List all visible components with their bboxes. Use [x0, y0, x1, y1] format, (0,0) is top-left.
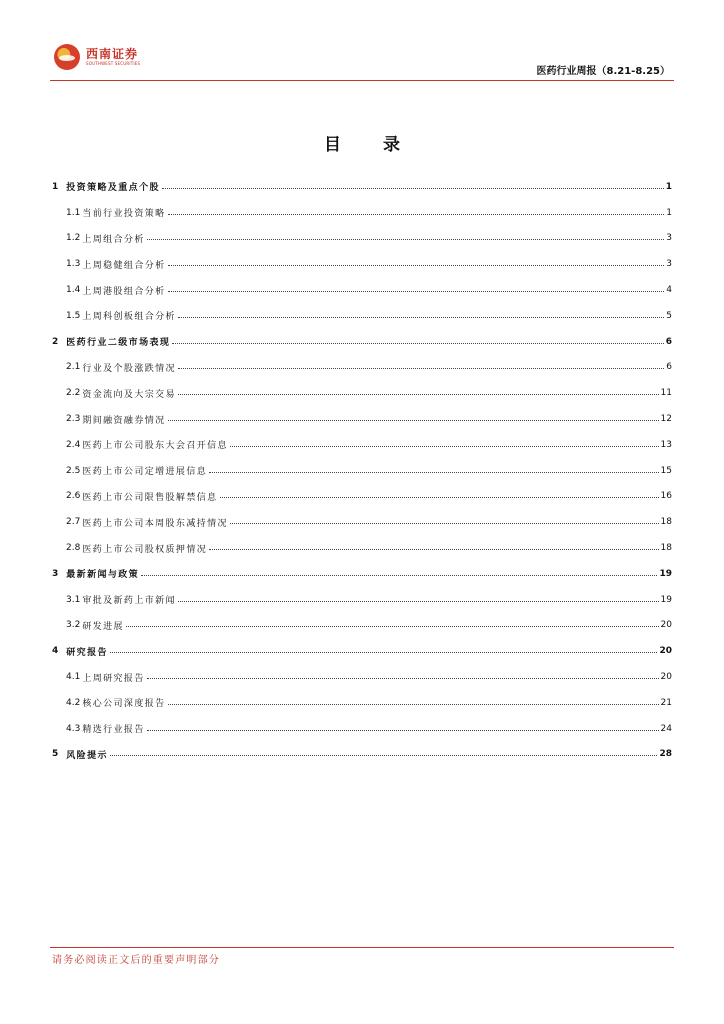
- toc-entry-page: 6: [666, 362, 672, 373]
- toc-subsection-entry[interactable]: [52, 432, 672, 458]
- toc-entry-number: 1.2: [66, 233, 81, 244]
- toc-entry-number: 4: [52, 646, 59, 657]
- toc-entry-number: 2.2: [66, 388, 81, 399]
- toc-subsection-entry[interactable]: [52, 406, 672, 432]
- toc-dot-leader: [147, 678, 659, 679]
- toc-dot-leader: [168, 704, 659, 705]
- toc-dot-leader: [141, 575, 657, 576]
- logo-emblem-icon: [54, 44, 80, 70]
- toc-entry-label: 上周组合分析: [82, 234, 145, 245]
- toc-subsection-entry[interactable]: [52, 509, 672, 535]
- toc-entry-page: 19: [659, 568, 672, 579]
- toc-subsection-entry[interactable]: [52, 690, 672, 716]
- toc-entry-label: 研发进展: [82, 621, 124, 632]
- toc-entry-page: 21: [660, 697, 672, 708]
- toc-subsection-entry[interactable]: [52, 613, 672, 639]
- toc-dot-leader: [168, 265, 665, 266]
- toc-entry-number: 1.1: [66, 207, 81, 218]
- toc-entry-label: 医药上市公司本周股东减持情况: [82, 518, 228, 529]
- toc-entry-page: 3: [666, 233, 672, 244]
- toc-dot-leader: [220, 497, 659, 498]
- company-logo: [54, 44, 140, 70]
- toc-entry-label: 投资策略及重点个股: [66, 183, 160, 194]
- toc-entry-page: 3: [666, 259, 672, 270]
- toc-entry-number: 4.2: [66, 697, 81, 708]
- toc-dot-leader: [230, 523, 659, 524]
- toc-entry-page: 18: [660, 517, 672, 528]
- toc-dot-leader: [147, 730, 659, 731]
- toc-subsection-entry[interactable]: [52, 277, 672, 303]
- table-of-contents: [52, 174, 672, 767]
- toc-entry-number: 2.5: [66, 465, 81, 476]
- toc-entry-number: 5: [52, 749, 59, 760]
- toc-entry-number: 3.2: [66, 620, 81, 631]
- toc-entry-label: 医药上市公司定增进展信息: [82, 467, 208, 478]
- toc-dot-leader: [126, 626, 659, 627]
- toc-section-entry[interactable]: [52, 329, 672, 355]
- toc-section-entry[interactable]: [52, 742, 672, 768]
- toc-section-entry[interactable]: [52, 638, 672, 664]
- toc-entry-number: 4.1: [66, 672, 81, 683]
- report-title: 医药行业周报（8.21-8.25）: [536, 66, 670, 77]
- toc-entry-label: 上周港股组合分析: [82, 286, 166, 297]
- toc-entry-page: 15: [660, 465, 672, 476]
- toc-subsection-entry[interactable]: [52, 716, 672, 742]
- toc-entry-number: 1.4: [66, 285, 81, 296]
- toc-dot-leader: [172, 343, 663, 344]
- toc-subsection-entry[interactable]: [52, 380, 672, 406]
- toc-entry-number: 2.1: [66, 362, 81, 373]
- toc-dot-leader: [178, 317, 664, 318]
- toc-entry-label: 精选行业报告: [82, 725, 145, 736]
- toc-dot-leader: [162, 188, 664, 189]
- toc-subsection-entry[interactable]: [52, 484, 672, 510]
- toc-entry-page: 19: [660, 594, 672, 605]
- toc-subsection-entry[interactable]: [52, 226, 672, 252]
- footer-disclaimer: 请务必阅读正文后的重要声明部分: [52, 955, 220, 966]
- toc-entry-number: 2.6: [66, 491, 81, 502]
- toc-entry-label: 资金流向及大宗交易: [82, 389, 176, 400]
- toc-dot-leader: [147, 239, 665, 240]
- toc-section-entry[interactable]: [52, 174, 672, 200]
- toc-entry-page: 20: [659, 646, 672, 657]
- footer-divider: [50, 947, 674, 948]
- toc-entry-label: 风险提示: [66, 750, 108, 761]
- logo-english-name: SOUTHWEST SECURITIES: [86, 61, 141, 66]
- toc-entry-label: 医药上市公司股东大会召开信息: [82, 441, 228, 452]
- toc-entry-label: 期间融资融券情况: [82, 415, 166, 426]
- toc-dot-leader: [178, 394, 659, 395]
- toc-entry-label: 审批及新药上市新闻: [82, 596, 176, 607]
- toc-dot-leader: [168, 214, 665, 215]
- toc-dot-leader: [110, 755, 658, 756]
- toc-entry-page: 18: [660, 543, 672, 554]
- toc-subsection-entry[interactable]: [52, 535, 672, 561]
- toc-subsection-entry[interactable]: [52, 251, 672, 277]
- toc-entry-page: 1: [665, 181, 672, 192]
- toc-entry-number: 1.5: [66, 310, 81, 321]
- toc-entry-page: 12: [660, 414, 672, 425]
- toc-dot-leader: [230, 446, 659, 447]
- toc-entry-number: 3.1: [66, 594, 81, 605]
- toc-section-entry[interactable]: [52, 561, 672, 587]
- toc-entry-page: 6: [665, 336, 672, 347]
- toc-dot-leader: [209, 472, 658, 473]
- toc-entry-label: 医药行业二级市场表现: [66, 338, 171, 349]
- toc-subsection-entry[interactable]: [52, 200, 672, 226]
- toc-entry-page: 4: [666, 285, 672, 296]
- toc-entry-page: 16: [660, 491, 672, 502]
- toc-entry-label: 行业及个股涨跌情况: [82, 363, 176, 374]
- toc-entry-number: 3: [52, 568, 59, 579]
- toc-entry-page: 28: [659, 749, 672, 760]
- toc-entry-page: 20: [660, 672, 672, 683]
- toc-entry-number: 2.8: [66, 543, 81, 554]
- toc-entry-label: 最新新闻与政策: [66, 570, 140, 581]
- toc-entry-label: 医药上市公司股权质押情况: [82, 544, 208, 555]
- toc-entry-page: 5: [666, 310, 672, 321]
- toc-subsection-entry[interactable]: [52, 664, 672, 690]
- toc-entry-page: 13: [660, 439, 672, 450]
- toc-entry-label: 上周稳健组合分析: [82, 260, 166, 271]
- toc-entry-label: 核心公司深度报告: [82, 699, 166, 710]
- page-header: [50, 40, 674, 80]
- toc-dot-leader: [168, 291, 665, 292]
- toc-entry-number: 4.3: [66, 723, 81, 734]
- toc-entry-label: 医药上市公司限售股解禁信息: [82, 492, 218, 503]
- header-divider: [50, 80, 674, 81]
- toc-entry-number: 2: [52, 336, 59, 347]
- toc-entry-label: 上周科创板组合分析: [82, 312, 176, 323]
- logo-wordmark: [86, 48, 140, 66]
- toc-dot-leader: [178, 601, 659, 602]
- toc-entry-page: 1: [666, 207, 672, 218]
- toc-entry-number: 2.4: [66, 439, 81, 450]
- toc-subsection-entry[interactable]: [52, 303, 672, 329]
- toc-dot-leader: [168, 420, 659, 421]
- toc-entry-number: 1: [52, 181, 59, 192]
- toc-entry-page: 24: [660, 723, 672, 734]
- toc-entry-label: 当前行业投资策略: [82, 209, 166, 220]
- toc-dot-leader: [178, 368, 664, 369]
- toc-subsection-entry[interactable]: [52, 458, 672, 484]
- toc-entry-number: 2.7: [66, 517, 81, 528]
- toc-entry-number: 1.3: [66, 259, 81, 270]
- toc-dot-leader: [209, 549, 658, 550]
- toc-entry-page: 20: [660, 620, 672, 631]
- toc-subsection-entry[interactable]: [52, 587, 672, 613]
- logo-chinese-name: 西南证券: [86, 47, 139, 61]
- toc-entry-page: 11: [660, 388, 672, 399]
- toc-entry-label: 上周研究报告: [82, 673, 145, 684]
- toc-subsection-entry[interactable]: [52, 355, 672, 381]
- toc-entry-label: 研究报告: [66, 647, 108, 658]
- toc-dot-leader: [110, 652, 658, 653]
- toc-heading: 目 录: [324, 135, 418, 155]
- toc-entry-number: 2.3: [66, 414, 81, 425]
